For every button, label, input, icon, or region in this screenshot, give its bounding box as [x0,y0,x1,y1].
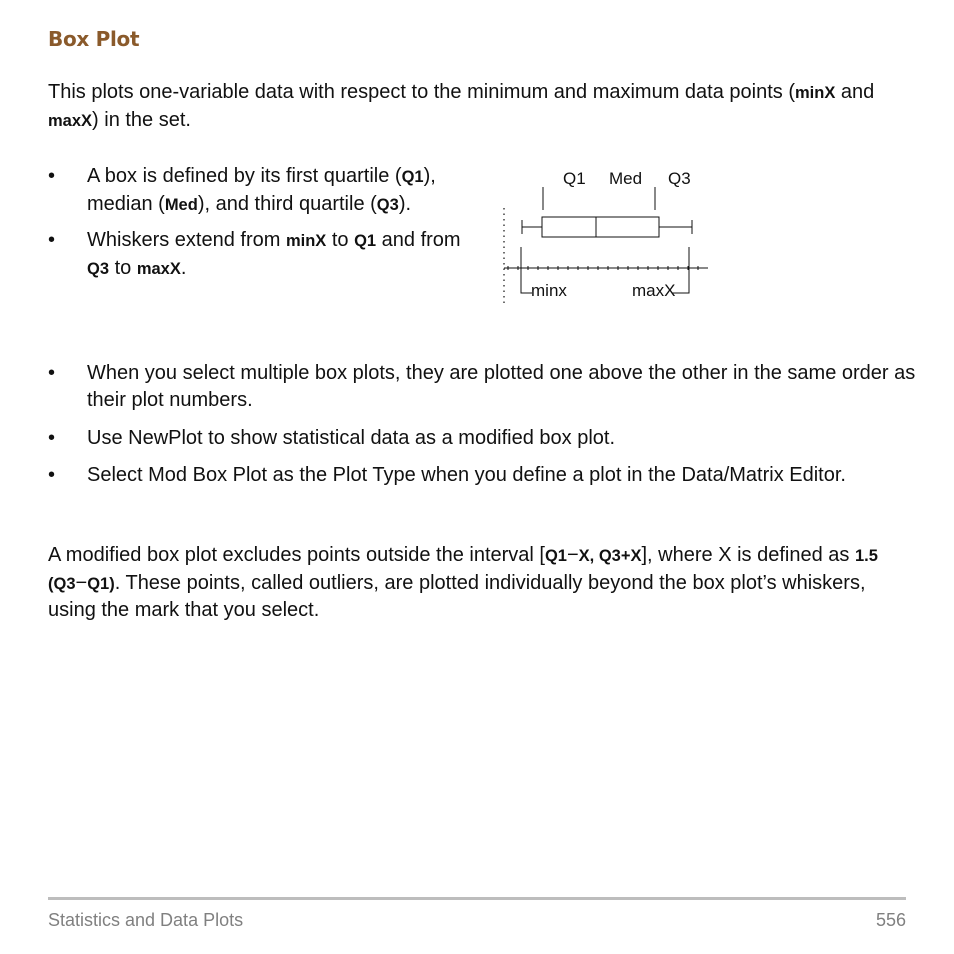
diagram-label-minx: minx [531,281,567,300]
footer-divider [48,897,906,900]
intro-and: and [835,81,875,103]
bullet-text: Select Mod Box Plot as the Plot Type when you define a plot in the Data/Matrix Editor. [87,464,846,486]
med-term: Med [164,195,198,214]
diagram-label-maxx: maxX [632,281,676,300]
bullet-dot: • [48,229,56,251]
intro-text-end: ) in the set. [92,108,191,131]
q1-term: Q1 [354,232,377,250]
footer-section-title: Statistics and Data Plots [48,910,244,930]
box-plot-diagram [496,160,716,310]
q3-term: Q3 [376,195,399,214]
page-number: 556 [875,910,906,930]
quartile-box [542,217,659,237]
minx-term: minX [795,84,836,102]
maxx-term: maxX [48,111,93,130]
q1-term: Q1 [401,168,424,186]
diagram-label-q3: Q3 [668,169,691,188]
bullet-dot: • [48,362,56,384]
bullet-text: When you select multiple box plots, they are plotted one above the other in the same order as their plot numbers. [87,362,916,411]
bullet-dot: • [48,165,56,187]
bullet-text: A box is defined by its first quartile (Q1), median (Med), and third quartile (Q3). [87,165,436,215]
bullet-dot: • [48,464,56,486]
maxx-term: maxX [136,259,181,278]
bullet-dot: • [48,427,56,449]
bullet-text: Whiskers extend from minX to Q1 and from Q3 to maxX. [87,229,461,279]
section-heading: Box Plot [48,27,140,51]
modified-paragraph: A modified box plot excludes points outside the interval [Q1−X, Q3+X], where X is defined as 1.5 (Q3−Q1). These points, called outliers, are plotted individually beyond the box plot’s whiskers, using the mark that you select. [48,544,878,621]
q3-term: Q3 [87,259,110,278]
intro-paragraph [48,79,918,134]
diagram-label-q1: Q1 [563,169,586,188]
bullet-text: Use NewPlot to show statistical data as a modified box plot. [87,427,616,449]
minx-term: minX [285,232,327,250]
diagram-label-med: Med [609,169,643,188]
intro-text: This plots one-variable data with respect to the minimum and maximum data points ( [48,81,796,103]
